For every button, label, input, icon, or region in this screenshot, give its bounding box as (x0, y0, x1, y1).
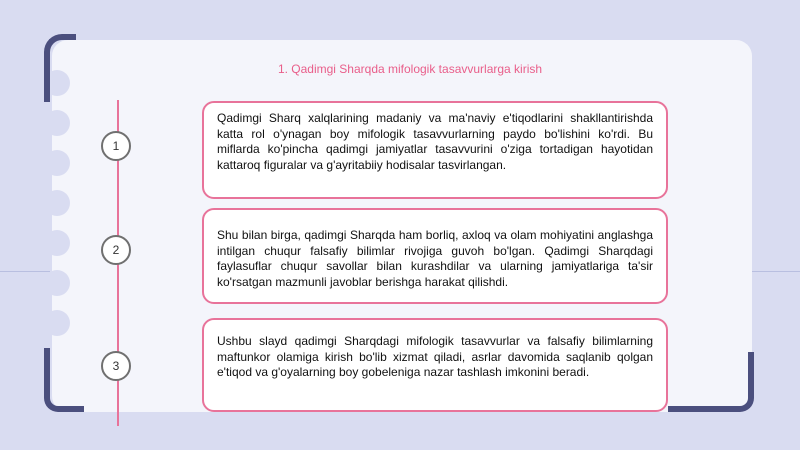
corner-bracket-bottom-left (44, 348, 84, 412)
text-box-3: Ushbu slayd qadimgi Sharqdagi mifologik tasavvurlar va falsafiy bilimlarning maftunkor olamiga kirish bo'lib xizmat qiladi, asrlar davomida saqlanib qolgan e'tiqod va g'oyalarning boy gobeleniga nazar tashlash imkonini beradi. (202, 318, 668, 412)
binder-hole (44, 270, 70, 296)
binder-hole (44, 230, 70, 256)
background-line-left (0, 271, 50, 272)
corner-bracket-bottom-right (668, 352, 754, 412)
binder-hole (44, 190, 70, 216)
slide-title: 1. Qadimgi Sharqda mifologik tasavvurlarga kirish (277, 62, 543, 76)
step-number-2: 2 (101, 235, 131, 265)
binder-hole (44, 150, 70, 176)
text-box-1: Qadimgi Sharq xalqlarining madaniy va ma'naviy e'tiqodlarini shakllantirishda katta rol o'ynagan boy mifologik tasavvurlarning paydo bo'lishini ko'rdi. Bu miflarda ko'pincha qadimgi jamiyatlar tasavvurini o'ziga tortadigan hayotidan kattaroq figuralar va g'ayritabiiy hodisalar tasvirlangan. (202, 101, 668, 199)
text-box-2: Shu bilan birga, qadimgi Sharqda ham borliq, axloq va olam mohiyatini anglashga intilgan chuqur falsafiy bilimlar rivojiga guvoh bo'lgan. Qadimgi Sharqdagi faylasuflar chuqur savollar bilan kurashdilar va ularning jamiyatlariga ta'sir ko'rsatgan mazmunli javoblar berishga harakat qilishdi. (202, 208, 668, 304)
step-number-3: 3 (101, 351, 131, 381)
step-number-1: 1 (101, 131, 131, 161)
background-line-right (750, 271, 800, 272)
binder-hole (44, 310, 70, 336)
corner-bracket-top-left (44, 34, 76, 102)
binder-hole (44, 110, 70, 136)
